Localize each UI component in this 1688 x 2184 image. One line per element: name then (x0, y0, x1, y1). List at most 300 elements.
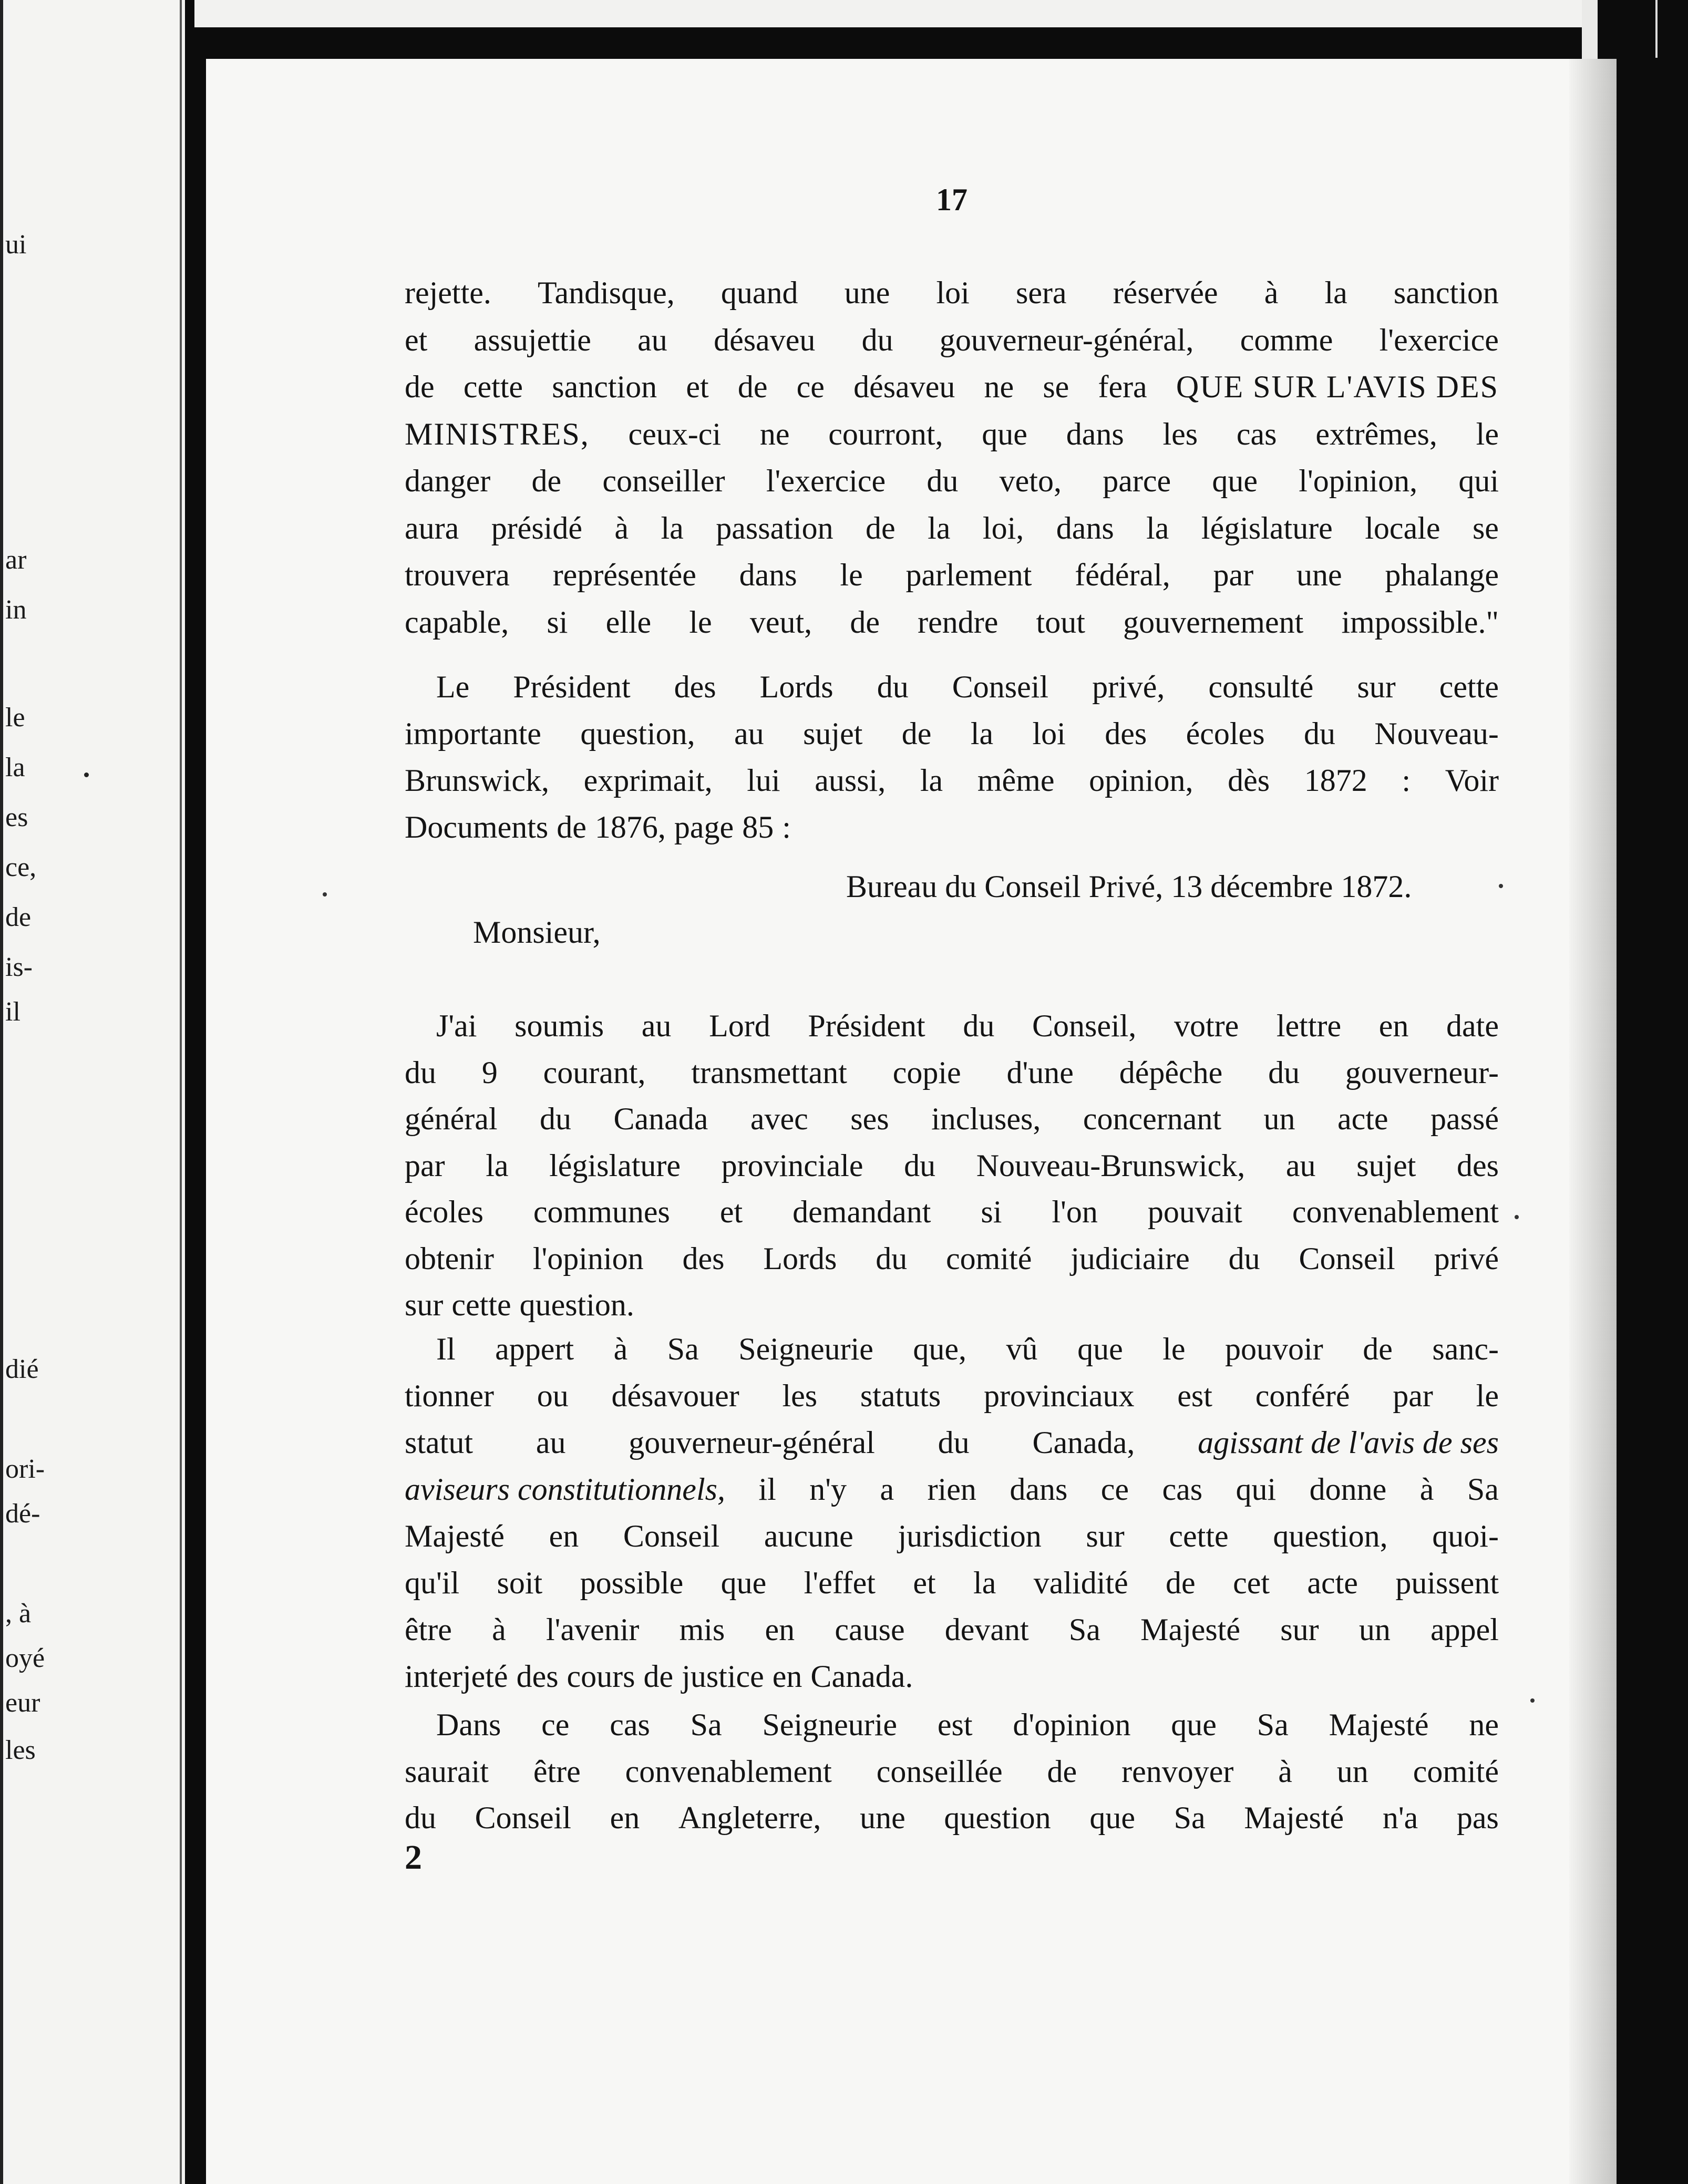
word: courront, (828, 416, 943, 451)
word: conféré (1255, 1378, 1350, 1413)
word: écoles (405, 1194, 483, 1229)
word: extrêmes, (1315, 416, 1437, 451)
word: si (981, 1194, 1002, 1229)
word: parce (1103, 463, 1171, 498)
word: de (531, 463, 562, 498)
text-line (405, 1188, 1499, 1235)
margin-fragment: le (5, 703, 25, 733)
word: pouvait (1147, 1194, 1242, 1229)
word: passation (716, 510, 833, 545)
word: cas (1162, 1472, 1203, 1507)
word: dans (739, 558, 797, 592)
margin-fragment: es (5, 802, 28, 832)
word: tionner (405, 1378, 494, 1413)
word: phalange (1385, 558, 1499, 592)
word: par (1213, 558, 1254, 592)
word: ou (537, 1378, 569, 1413)
text-line (405, 803, 1499, 851)
word: Documents (405, 810, 549, 844)
previous-page-fragment (0, 0, 185, 2184)
word: veut, (749, 604, 812, 640)
word: au (734, 716, 764, 751)
gutter-shadow (185, 0, 206, 2184)
word: sur (405, 1287, 444, 1322)
word: désaveu (714, 322, 816, 357)
text-line (405, 504, 1499, 552)
word: la (1324, 275, 1347, 310)
word: à (1264, 275, 1279, 310)
word: des (1457, 1148, 1499, 1183)
word: de (850, 604, 880, 640)
word: votre (1174, 1008, 1239, 1043)
word: d'une (1006, 1055, 1074, 1090)
text-line (405, 1235, 1499, 1282)
word: obtenir (405, 1241, 494, 1276)
word: question, (1273, 1519, 1388, 1553)
word: mis (679, 1612, 725, 1647)
word: l'exercice (1379, 322, 1499, 357)
word: sujet (1356, 1148, 1416, 1183)
word: à (1419, 1472, 1434, 1507)
word: Conseil (623, 1519, 720, 1553)
word: Sa (667, 1332, 699, 1366)
word: cas (610, 1707, 650, 1742)
word: dès (1228, 763, 1270, 798)
word: privé, (1092, 669, 1165, 704)
word: et (405, 322, 428, 357)
word: général (405, 1101, 498, 1136)
text-line (405, 410, 1499, 458)
word: du (904, 1148, 936, 1183)
word: la (486, 1148, 509, 1183)
word: aussi, (815, 763, 886, 798)
word: appert (495, 1332, 574, 1366)
word: Sa (1174, 1800, 1206, 1835)
word: Sa (1068, 1612, 1100, 1647)
word: de (901, 716, 932, 751)
word: copie (892, 1055, 961, 1090)
text-line (405, 1559, 1499, 1606)
word: en (765, 1612, 795, 1647)
margin-fragment: dé- (5, 1499, 40, 1529)
word: interjeté (405, 1659, 508, 1694)
word: au (1285, 1148, 1316, 1183)
word: Sa (1257, 1707, 1289, 1742)
word: que (1171, 1707, 1217, 1742)
word: dans (1066, 416, 1124, 451)
margin-fragment: de (5, 902, 32, 932)
word: un (1263, 1101, 1295, 1136)
word: que (1089, 1800, 1135, 1835)
word: dans (1010, 1472, 1068, 1507)
text-line (405, 1466, 1499, 1513)
word: à (1278, 1754, 1292, 1789)
margin-fragment: les (5, 1735, 36, 1765)
word: ce (1100, 1472, 1129, 1507)
word: par (1393, 1378, 1433, 1413)
margin-fragment: ui (5, 230, 27, 260)
word: de (1363, 1332, 1393, 1366)
word: que (1212, 463, 1258, 498)
word: concernant (1083, 1101, 1222, 1136)
word: quoi- (1432, 1519, 1499, 1553)
ink-speck (1499, 884, 1503, 888)
word: de (557, 810, 586, 844)
word: de (1166, 1565, 1196, 1600)
word: au (637, 322, 667, 357)
word: dépêche (1119, 1055, 1223, 1090)
word: transmettant (691, 1055, 847, 1090)
word: désaveu (853, 369, 955, 404)
word: cas (1236, 416, 1277, 451)
word: être (533, 1754, 581, 1789)
word: du (405, 1055, 436, 1090)
text-line (405, 1049, 1499, 1096)
text-line (405, 1606, 1499, 1653)
word: n'y (809, 1472, 847, 1507)
word: de (866, 510, 896, 545)
word: à (613, 1332, 628, 1366)
word: date (1446, 1008, 1499, 1043)
word: présidé (491, 510, 582, 545)
word: réservée (1113, 275, 1218, 310)
letter-dateline: Bureau du Conseil Privé, 13 décembre 1872. (846, 869, 1412, 904)
word: des (682, 1241, 725, 1276)
word: du (1228, 1241, 1260, 1276)
word: sur (1086, 1519, 1125, 1553)
word: cause (835, 1612, 905, 1647)
word: Conseil (475, 1800, 571, 1835)
page-edge (0, 0, 3, 2184)
margin-fragment: , à (5, 1599, 32, 1629)
word: à (614, 510, 629, 545)
word: même (977, 763, 1055, 798)
word: 85 (742, 810, 774, 844)
word: gouverneur-général, (939, 322, 1194, 357)
text-line (405, 757, 1499, 804)
word: une (844, 275, 890, 310)
word: la (973, 1565, 996, 1600)
word: Dans (436, 1707, 501, 1742)
word: cette (451, 1287, 511, 1322)
word: Il (436, 1332, 456, 1366)
text-line (405, 599, 1499, 646)
word: le (1162, 1332, 1186, 1366)
word: Majesté (1329, 1707, 1429, 1742)
word: l'on (1052, 1194, 1098, 1229)
text-line (405, 710, 1499, 757)
word: agissant de l'avis de ses (1198, 1425, 1499, 1460)
word: du (877, 669, 909, 704)
word: fédéral, (1075, 558, 1170, 592)
word: statuts (860, 1378, 941, 1413)
word: judiciaire (1071, 1241, 1190, 1276)
word: la (928, 510, 951, 545)
word: 9 (481, 1055, 498, 1090)
binding-line (1655, 0, 1658, 58)
word: communes (533, 1194, 670, 1229)
margin-fragment: la (5, 753, 25, 782)
word: devant (944, 1612, 1029, 1647)
word: : (1402, 763, 1411, 798)
word: soit (497, 1565, 543, 1600)
word: parlement (905, 558, 1032, 592)
letter-salutation: Monsieur, (473, 915, 601, 950)
word: se (1472, 510, 1499, 545)
word: rien (927, 1472, 976, 1507)
word: du (1303, 716, 1335, 751)
word: puissent (1395, 1565, 1499, 1600)
word: une (1296, 558, 1342, 592)
word: vû (1006, 1332, 1038, 1366)
margin-fragment: ori- (5, 1454, 45, 1484)
word: provinciaux (983, 1378, 1135, 1413)
word: du (1268, 1055, 1300, 1090)
word: la (970, 716, 994, 751)
word: aucune (764, 1519, 853, 1553)
word: question (944, 1800, 1051, 1835)
word: Conseil (1299, 1241, 1395, 1276)
word: au (641, 1008, 672, 1043)
word: de (643, 1659, 674, 1694)
text-line (436, 1002, 1499, 1049)
word: que (1077, 1332, 1123, 1366)
word: écoles (1186, 716, 1265, 751)
word: 1876, (594, 810, 666, 844)
ink-speck (323, 892, 327, 897)
word: convenablement (625, 1754, 832, 1789)
word: Tandisque, (538, 275, 675, 310)
word: du (938, 1425, 970, 1460)
margin-fragment: is- (5, 952, 33, 982)
page-number: 17 (936, 182, 967, 217)
margin-fragment: eur (5, 1688, 40, 1718)
word: un (1336, 1754, 1368, 1789)
word: ceux-ci (628, 416, 722, 451)
word: des (516, 1659, 559, 1694)
word: locale (1365, 510, 1440, 545)
word: l'effet (804, 1565, 876, 1600)
word: comité (1413, 1754, 1499, 1789)
word: Lord (709, 1008, 770, 1043)
text-line (405, 1794, 1499, 1841)
word: n'a (1382, 1800, 1418, 1835)
word: Seigneurie (738, 1332, 873, 1366)
word: la (1146, 510, 1169, 545)
text-line (405, 1748, 1499, 1795)
text-line (405, 1512, 1499, 1560)
word: danger (405, 463, 491, 498)
word: importante (405, 716, 541, 751)
word: ce (796, 369, 825, 404)
word: donne (1309, 1472, 1387, 1507)
word: jurisdiction (898, 1519, 1042, 1553)
word: sanc- (1432, 1332, 1499, 1366)
word: Majesté (1140, 1612, 1241, 1647)
word: les (1162, 416, 1198, 451)
word: de (1047, 1754, 1077, 1789)
word: et (719, 1194, 743, 1229)
word: renvoyer (1121, 1754, 1234, 1789)
word: par (405, 1148, 445, 1183)
word: l'avenir (545, 1612, 640, 1647)
word: aura (405, 510, 459, 545)
word: sujet (803, 716, 863, 751)
word: cette (1439, 669, 1499, 704)
word: comité (946, 1241, 1032, 1276)
text-line (405, 457, 1499, 504)
word: MINISTRES, (405, 416, 590, 451)
text-line (405, 316, 1499, 364)
word: l'opinion (532, 1241, 644, 1276)
word: d'opinion (1013, 1707, 1131, 1742)
word: sanction (1393, 275, 1499, 310)
word: il (758, 1472, 776, 1507)
word: à (492, 1612, 506, 1647)
word: avec (750, 1101, 808, 1136)
word: un (1358, 1612, 1391, 1647)
word: fera (1098, 369, 1147, 404)
word: législature (549, 1148, 681, 1183)
word: au (536, 1425, 566, 1460)
word: une (860, 1800, 905, 1835)
margin-fragment: ar (5, 545, 27, 575)
word: 1872 (1304, 763, 1367, 798)
word: Majesté (1244, 1800, 1344, 1835)
word: convenablement (1292, 1194, 1499, 1229)
word: demandant (792, 1194, 931, 1229)
word: aviseurs constitutionnels, (405, 1472, 725, 1507)
word: représentée (552, 558, 696, 592)
word: statut (405, 1425, 473, 1460)
word: cette (463, 369, 523, 404)
word: Le (436, 669, 470, 704)
word: législature (1201, 510, 1333, 545)
word: Lords (759, 669, 833, 704)
text-line (405, 269, 1499, 316)
word: l'opinion, (1299, 463, 1418, 498)
word: la (661, 510, 684, 545)
word: Conseil (952, 669, 1049, 704)
word: provinciale (721, 1148, 863, 1183)
word: en (772, 1659, 802, 1694)
right-border (1617, 0, 1688, 2184)
word: courant, (543, 1055, 646, 1090)
word: lui (747, 763, 780, 798)
word: ne (984, 369, 1014, 404)
text-line (405, 363, 1499, 410)
word: du (405, 1800, 436, 1835)
word: en (549, 1519, 579, 1553)
page-edge (180, 0, 182, 2184)
word: : (782, 810, 791, 844)
word: Canada, (1032, 1425, 1135, 1460)
word: du (861, 322, 893, 357)
text-line (405, 1095, 1499, 1142)
word: question. (519, 1287, 634, 1322)
word: passé (1430, 1101, 1499, 1136)
word: Président (513, 669, 631, 704)
word: des (674, 669, 716, 704)
word: l'exercice (766, 463, 886, 498)
word: validité (1033, 1565, 1128, 1600)
word: acte (1307, 1565, 1358, 1600)
word: ne (1469, 1707, 1499, 1742)
word: être (405, 1612, 452, 1647)
word: qui (1236, 1472, 1277, 1507)
margin-fragment: oyé (5, 1643, 45, 1673)
word: saurait (405, 1754, 489, 1789)
text-line (436, 663, 1499, 710)
word: sur (1280, 1612, 1319, 1647)
word: de (405, 369, 435, 404)
word: du (540, 1101, 572, 1136)
word: soumis (514, 1008, 604, 1043)
word: consulté (1208, 669, 1314, 704)
word: en (610, 1800, 640, 1835)
word: ce (541, 1707, 570, 1742)
word: pas (1456, 1800, 1499, 1835)
word: ne (759, 416, 790, 451)
word: sanction (552, 369, 657, 404)
word: ses (850, 1101, 889, 1136)
word: page (674, 810, 734, 844)
word: du (876, 1241, 908, 1276)
word: privé (1434, 1241, 1499, 1276)
word: cette (1169, 1519, 1229, 1553)
word: le (689, 604, 712, 640)
word: qu'il (405, 1565, 460, 1600)
word: Lords (763, 1241, 837, 1276)
next-page-strip (194, 0, 1582, 27)
text-line (405, 1419, 1499, 1466)
word: exprimait, (583, 763, 713, 798)
word: que, (913, 1332, 967, 1366)
document-page (206, 59, 1617, 2184)
word: le (1476, 1378, 1499, 1413)
word: du (927, 463, 959, 498)
word: se (1043, 369, 1069, 404)
word: et (913, 1565, 936, 1600)
word: tout (1036, 604, 1085, 640)
word: conseillée (876, 1754, 1003, 1789)
word: Angleterre, (678, 1800, 821, 1835)
text-line (405, 1372, 1499, 1419)
text-line (405, 551, 1499, 599)
ink-speck (1530, 1698, 1535, 1703)
word: loi (1032, 716, 1066, 751)
word: gouverneur- (1345, 1055, 1499, 1090)
word: dans (1056, 510, 1114, 545)
margin-fragment: dié (5, 1354, 39, 1384)
word: a (880, 1472, 894, 1507)
word: quand (721, 275, 798, 310)
word: si (547, 604, 568, 640)
word: est (1177, 1378, 1212, 1413)
word: trouvera (405, 558, 510, 592)
word: loi, (982, 510, 1024, 545)
word: Nouveau-Brunswick, (976, 1148, 1246, 1183)
word: veto, (999, 463, 1062, 498)
word: opinion, (1089, 763, 1193, 798)
word: Sa (690, 1707, 722, 1742)
word: assujettie (474, 322, 591, 357)
word: gouverneur-général (629, 1425, 875, 1460)
margin-fragment: ce, (5, 852, 37, 882)
word: Seigneurie (762, 1707, 898, 1742)
word: possible (580, 1565, 684, 1600)
word: Majesté (405, 1519, 505, 1553)
